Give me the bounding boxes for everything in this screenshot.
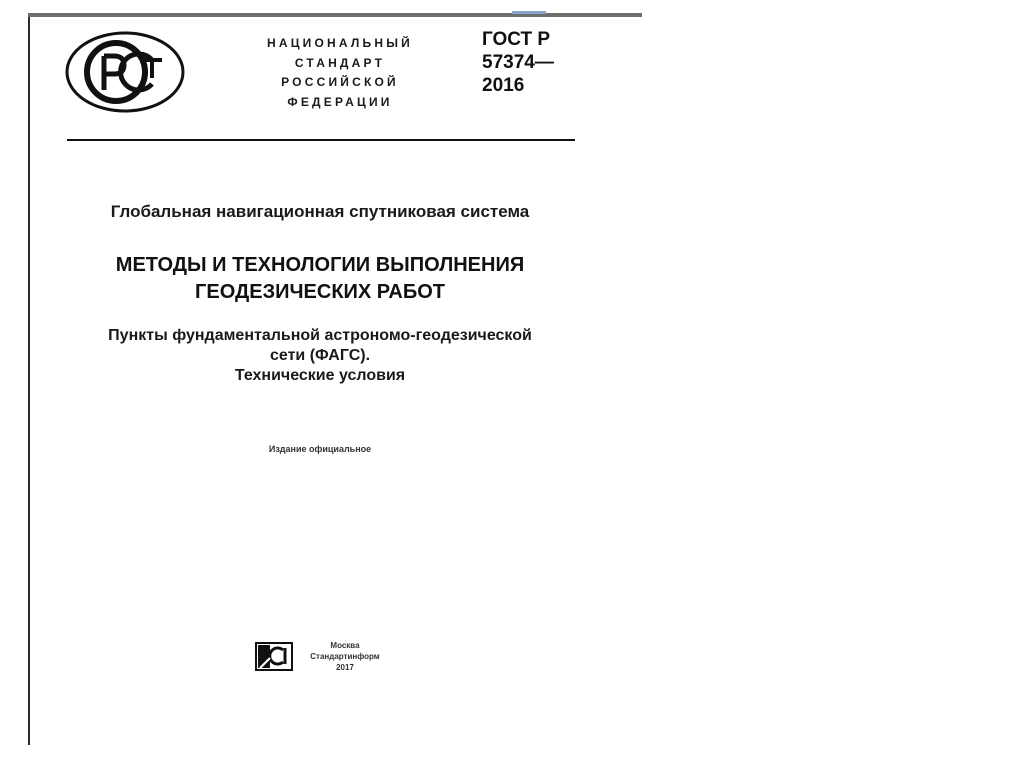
part-line: Технические условия [234, 367, 406, 384]
publisher-city: Москва [330, 641, 360, 650]
document-title [60, 252, 580, 306]
header-line: СТАНДАРТ [294, 55, 386, 70]
national-standard-label [250, 34, 430, 112]
publisher-info [300, 640, 390, 673]
gost-line: 57374— [482, 52, 554, 73]
gost-number [482, 28, 554, 97]
header-divider [67, 139, 575, 141]
left-border [28, 17, 30, 745]
publisher-name: Стандартинформ [310, 652, 380, 661]
rst-certification-mark-icon [64, 30, 186, 114]
title-line: МЕТОДЫ И ТЕХНОЛОГИИ ВЫПОЛНЕНИЯ [115, 254, 525, 276]
gost-line: ГОСТ Р [482, 29, 551, 50]
edition-label: Издание официальное [268, 444, 372, 454]
header-line: НАЦИОНАЛЬНЫЙ [266, 36, 414, 50]
standartinform-logo-icon [255, 640, 293, 672]
publisher-year: 2017 [336, 663, 354, 672]
part-line: сети (ФАГС). [269, 347, 371, 364]
part-line: Пункты фундаментальной астрономо-геодезической [108, 327, 532, 344]
top-border-accent [512, 11, 546, 14]
header-line: РОССИЙСКОЙ [281, 75, 399, 89]
header-line: ФЕДЕРАЦИИ [287, 94, 393, 109]
document-subtitle: Глобальная навигационная спутниковая система [110, 202, 530, 221]
gost-line: 2016 [482, 75, 525, 96]
title-line: ГЕОДЕЗИЧЕСКИХ РАБОТ [195, 281, 445, 303]
document-part-title [50, 326, 590, 386]
top-border [28, 13, 642, 17]
